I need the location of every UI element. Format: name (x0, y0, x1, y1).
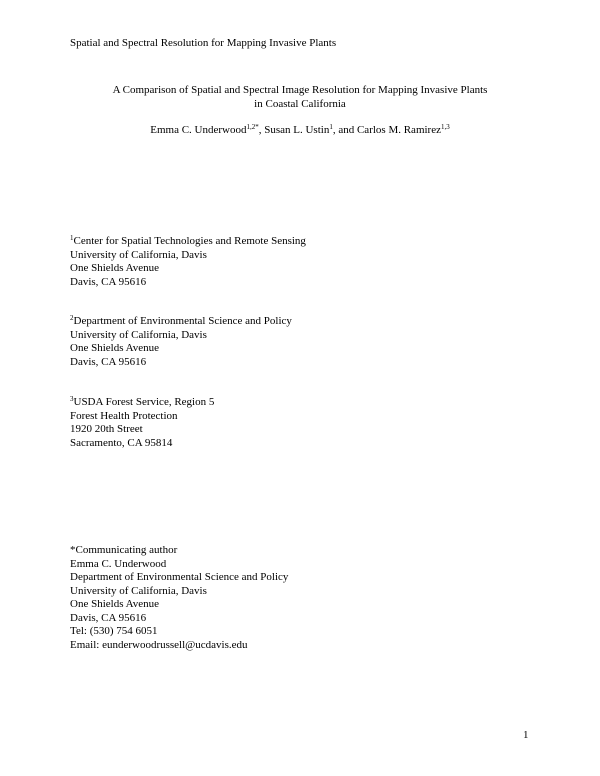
correspondence-line: Davis, CA 95616 (70, 611, 147, 624)
title-line-1: A Comparison of Spatial and Spectral Image Resolution for Mapping Invasive Plants (112, 84, 488, 96)
affiliation-line (70, 235, 306, 249)
affiliation-line: University of California, Davis (70, 248, 207, 261)
affiliation-line: University of California, Davis (70, 328, 207, 341)
correspondence-phone: Tel: (530) 754 6051 (70, 625, 158, 637)
correspondence-line: Department of Environmental Science and Policy (70, 571, 289, 583)
paper-title (70, 84, 530, 111)
affiliation-2 (70, 315, 292, 369)
correspondence-email: Email: eunderwoodrussell@ucdavis.edu (70, 638, 248, 651)
author-separator: , (258, 124, 265, 136)
affiliation-marker: 3 (70, 395, 74, 403)
author-affiliation-marker: 1,3 (440, 123, 450, 131)
author-separator: , and (332, 124, 357, 136)
author-name: Emma C. Underwood (150, 124, 247, 136)
affiliation-1 (70, 235, 306, 289)
correspondence-line: University of California, Davis (70, 584, 207, 597)
author-affiliation-marker: 1,2* (246, 123, 259, 131)
affiliation-line: Davis, CA 95616 (70, 355, 147, 368)
affiliation-text: Department of Environmental Science and Policy (73, 315, 292, 327)
correspondence-heading: *Communicating author (70, 544, 178, 556)
correspondence-line: Emma C. Underwood (70, 557, 167, 570)
correspondence-line: One Shields Avenue (70, 598, 160, 610)
affiliation-text: USDA Forest Service, Region 5 (73, 396, 215, 408)
author-affiliation-marker: 1 (329, 123, 333, 131)
page-number: 1 (523, 729, 529, 741)
affiliation-line: One Shields Avenue (70, 262, 160, 274)
affiliation-line (70, 396, 214, 410)
running-header: Spatial and Spectral Resolution for Mapping Invasive Plants (70, 37, 337, 49)
affiliation-3 (70, 396, 214, 450)
title-line-2: in Coastal California (254, 97, 346, 110)
affiliation-line: Davis, CA 95616 (70, 275, 147, 288)
affiliation-marker: 1 (70, 234, 74, 242)
affiliation-line: One Shields Avenue (70, 342, 160, 354)
affiliation-line: 1920 20th Street (70, 423, 143, 435)
affiliation-marker: 2 (70, 314, 74, 322)
author-name: Carlos M. Ramirez (356, 124, 441, 136)
affiliation-text: Center for Spatial Technologies and Remote Sensing (73, 235, 306, 247)
author-name: Susan L. Ustin (264, 124, 330, 136)
correspondence-block (70, 544, 288, 652)
author-list (70, 124, 530, 138)
affiliation-line (70, 315, 292, 329)
affiliation-line: Sacramento, CA 95814 (70, 436, 173, 449)
affiliation-line: Forest Health Protection (70, 409, 178, 422)
